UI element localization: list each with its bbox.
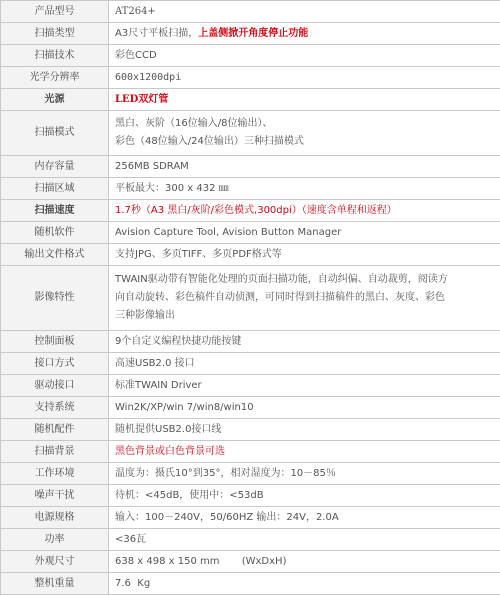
table-row [1, 485, 500, 507]
spec-label-model: 产品型号 [1, 1, 109, 23]
spec-value-optical-resolution: 600x1200dpi [109, 67, 500, 89]
table-row [1, 419, 500, 441]
table-row [1, 200, 500, 222]
table-row [1, 111, 500, 156]
table-row [1, 178, 500, 200]
spec-value-image-features-line3: 三种影像输出 [115, 307, 494, 325]
table-row [1, 573, 500, 595]
table-row [1, 1, 500, 23]
spec-value-light-source: LED双灯管 [109, 89, 500, 111]
table-row [1, 551, 500, 573]
spec-label-scan-area: 扫描区域 [1, 178, 109, 200]
spec-label-scan-type: 扫描类型 [1, 23, 109, 45]
spec-label-environment: 工作环境 [1, 463, 109, 485]
spec-label-driver: 驱动接口 [1, 375, 109, 397]
spec-label-optical-resolution: 光学分辨率 [1, 67, 109, 89]
spec-label-output-format: 输出文件格式 [1, 244, 109, 266]
table-row [1, 23, 500, 45]
spec-value-model: AT264+ [109, 1, 500, 23]
table-row [1, 331, 500, 353]
spec-value-scan-type-highlight: 上盖侧掀开角度停止功能 [198, 28, 308, 39]
spec-value-dimensions: 638 x 498 x 150 mm (WxDxH) [109, 551, 500, 573]
spec-label-noise: 噪声干扰 [1, 485, 109, 507]
spec-value-accessories: 随机提供USB2.0接口线 [109, 419, 500, 441]
spec-value-weight: 7.6 Kg [109, 573, 500, 595]
table-row [1, 156, 500, 178]
spec-label-weight: 整机重量 [1, 573, 109, 595]
spec-label-power: 功率 [1, 529, 109, 551]
spec-label-scan-mode: 扫描模式 [1, 111, 109, 156]
spec-value-image-features-line2: 向自动旋转、彩色稿件自动侦测，可同时得到扫描稿件的黑白、灰度、彩色 [115, 289, 494, 307]
spec-value-interface: 高速USB2.0 接口 [109, 353, 500, 375]
spec-value-scan-speed: 1.7秒（A3 黑白/灰阶/彩色模式,300dpi）（速度含单程和返程） [109, 200, 500, 222]
spec-label-power-spec: 电源规格 [1, 507, 109, 529]
spec-value-scan-type-text: A3尺寸平板扫描， [115, 28, 198, 39]
spec-value-scan-mode [109, 111, 500, 156]
table-row [1, 463, 500, 485]
spec-value-control-panel: 9个自定义编程快捷功能按键 [109, 331, 500, 353]
spec-value-image-features-line1: TWAIN驱动带有智能化处理的页面扫描功能，自动纠偏、自动裁剪，阅读方 [115, 271, 494, 289]
spec-value-noise: 待机：<45dB，使用中：<53dB [109, 485, 500, 507]
table-row [1, 441, 500, 463]
spec-label-memory: 内存容量 [1, 156, 109, 178]
spec-value-os: Win2K/XP/win 7/win8/win10 [109, 397, 500, 419]
spec-value-background: 黑色背景或白色背景可选 [109, 441, 500, 463]
spec-value-scan-mode-line1: 黑白、灰阶（16位输入/8位输出）、 [115, 115, 494, 133]
table-row [1, 244, 500, 266]
spec-label-accessories: 随机配件 [1, 419, 109, 441]
spec-value-memory: 256MB SDRAM [109, 156, 500, 178]
table-row [1, 222, 500, 244]
spec-label-dimensions: 外观尺寸 [1, 551, 109, 573]
spec-label-control-panel: 控制面板 [1, 331, 109, 353]
spec-value-scan-area: 平板最大：300 x 432 ㎜ [109, 178, 500, 200]
spec-value-environment: 温度为：摄氏10°到35°，相对湿度为：10－85％ [109, 463, 500, 485]
spec-label-light-source: 光源 [1, 89, 109, 111]
spec-value-scan-tech: 彩色CCD [109, 45, 500, 67]
spec-value-driver: 标准TWAIN Driver [109, 375, 500, 397]
spec-value-image-features [109, 266, 500, 331]
table-row [1, 397, 500, 419]
spec-label-scan-speed: 扫描速度 [1, 200, 109, 222]
table-row [1, 507, 500, 529]
table-row [1, 529, 500, 551]
spec-label-background: 扫描背景 [1, 441, 109, 463]
table-row [1, 89, 500, 111]
spec-value-power-spec: 输入：100－240V，50/60HZ 输出：24V，2.0A [109, 507, 500, 529]
table-row [1, 266, 500, 331]
spec-label-image-features: 影像特性 [1, 266, 109, 331]
spec-value-power: <36瓦 [109, 529, 500, 551]
spec-label-interface: 接口方式 [1, 353, 109, 375]
spec-value-scan-type [109, 23, 500, 45]
table-row [1, 375, 500, 397]
table-row [1, 45, 500, 67]
spec-value-output-format: 支持JPG、多页TIFF、多页PDF格式等 [109, 244, 500, 266]
spec-label-software: 随机软件 [1, 222, 109, 244]
spec-label-os: 支持系统 [1, 397, 109, 419]
spec-value-software: Avision Capture Tool, Avision Button Manager [109, 222, 500, 244]
spec-value-scan-mode-line2: 彩色（48位输入/24位输出）三种扫描模式 [115, 133, 494, 151]
table-row [1, 353, 500, 375]
table-row [1, 67, 500, 89]
spec-label-scan-tech: 扫描技术 [1, 45, 109, 67]
